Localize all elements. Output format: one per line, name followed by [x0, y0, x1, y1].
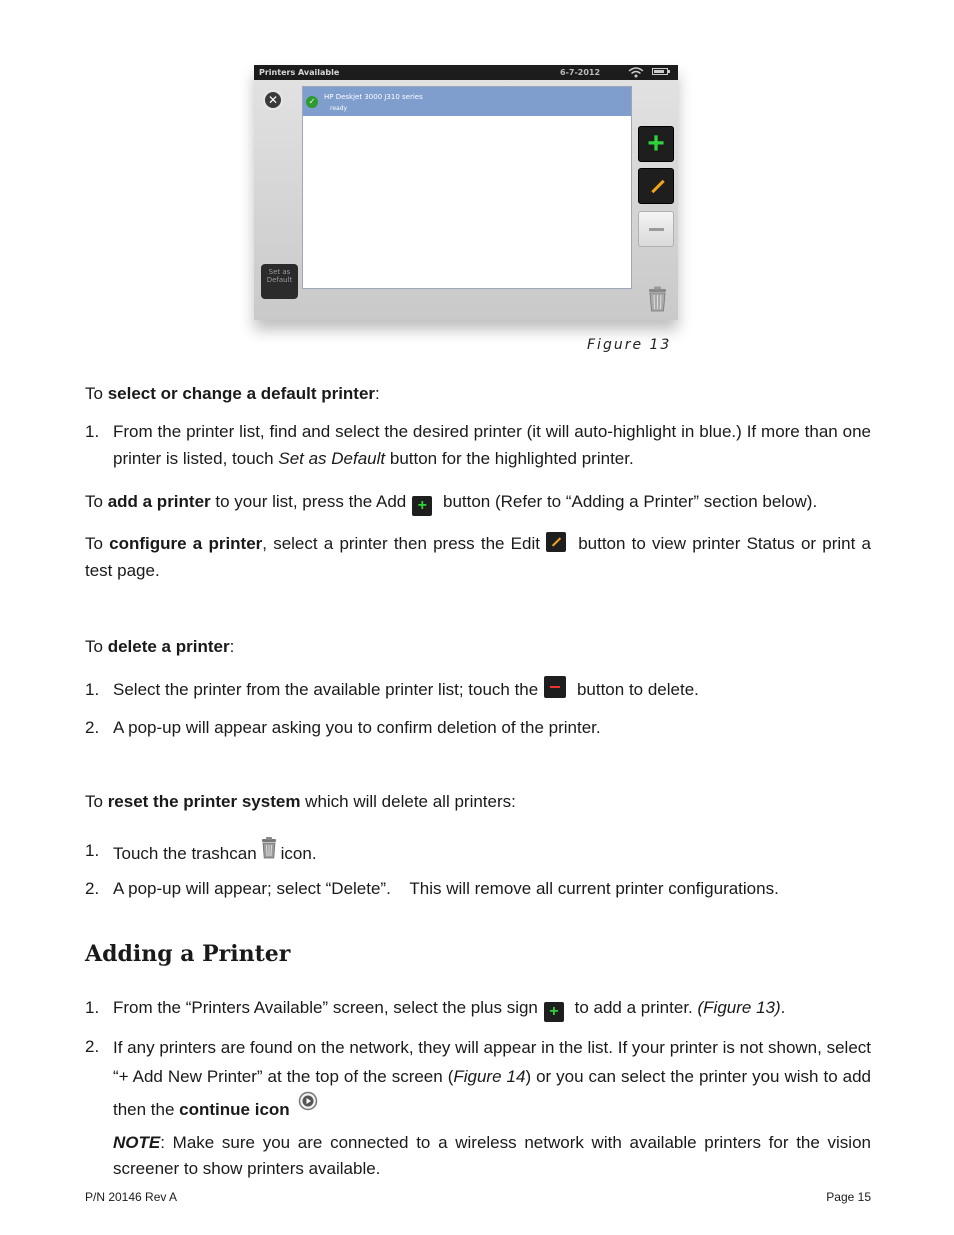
figure-caption: Figure 13 — [587, 337, 672, 353]
select-default-intro: To select or change a default printer: — [85, 384, 380, 403]
minus-icon — [544, 676, 566, 698]
reset-system-intro: To reset the printer system which will delete all printers: — [85, 792, 516, 811]
plus-icon: + — [412, 496, 432, 516]
delete-printer-button[interactable] — [638, 211, 674, 247]
battery-icon — [652, 68, 668, 75]
printer-list-item[interactable] — [303, 87, 631, 116]
edit-icon — [546, 532, 566, 552]
add-printer-paragraph: To add a printer to your list, press the Add + button (Refer to “Adding a Printer” section below). — [85, 492, 818, 514]
screen-title: Printers Available — [259, 68, 340, 77]
delete-printer-intro: To delete a printer: — [85, 637, 235, 656]
plus-icon: + — [544, 1002, 564, 1022]
section-heading-adding-printer: Adding a Printer — [85, 941, 291, 967]
close-icon[interactable]: ✕ — [263, 90, 283, 110]
wifi-icon — [628, 67, 644, 78]
footer-part-number: P/N 20146 Rev A — [85, 1190, 178, 1204]
minus-icon — [649, 228, 664, 231]
add-printer-button[interactable]: + — [638, 126, 674, 162]
set-as-default-button[interactable]: Set as Default — [261, 264, 298, 299]
device-status-bar — [254, 65, 678, 80]
footer-page-number: Page 15 — [826, 1190, 871, 1204]
trash-icon[interactable] — [647, 286, 668, 312]
trash-icon — [261, 837, 277, 859]
device-screenshot-figure — [254, 65, 678, 320]
edit-printer-button[interactable] — [638, 168, 674, 204]
pencil-icon — [651, 180, 664, 193]
printer-name: HP Deskjet 3000 J310 series — [324, 93, 423, 101]
continue-icon — [298, 1091, 318, 1111]
configure-printer-paragraph: To configure a printer, select a printer then press the Edit button to view printer Status or print a test page. — [85, 534, 871, 580]
printer-status: ready — [330, 105, 348, 112]
printer-list — [302, 86, 632, 289]
screen-date: 6-7-2012 — [560, 68, 601, 77]
check-icon: ✓ — [306, 96, 318, 108]
